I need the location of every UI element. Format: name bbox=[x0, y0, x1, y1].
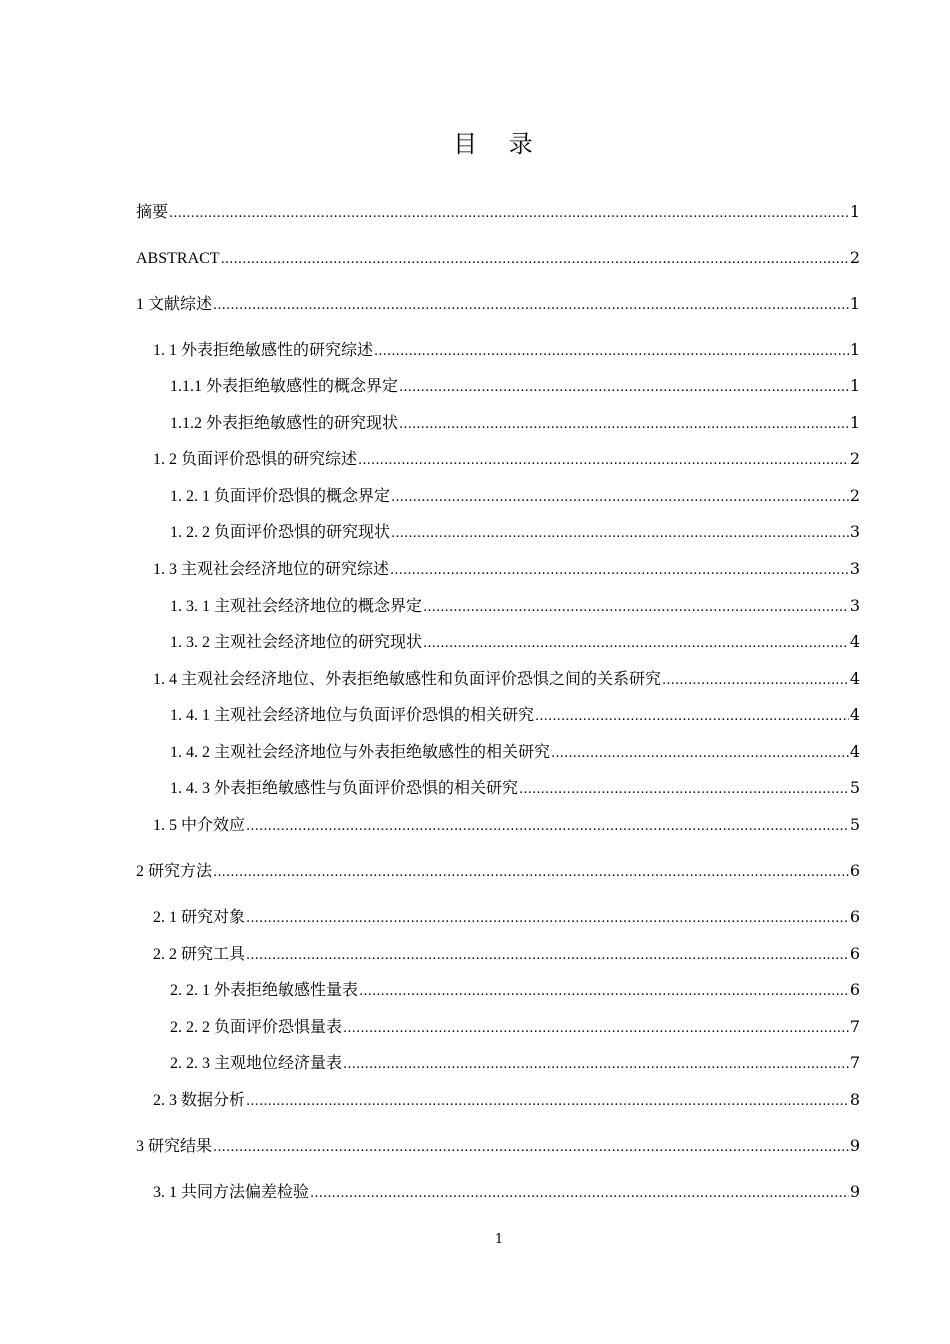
toc-entry[interactable] bbox=[153, 448, 860, 470]
toc-entry-page: 6 bbox=[849, 980, 860, 999]
toc-entry-page: 1 bbox=[849, 294, 860, 313]
dot-leader bbox=[551, 741, 849, 765]
dot-leader bbox=[423, 595, 849, 619]
toc-entry-label: 1. 5 中介效应 bbox=[153, 817, 246, 834]
toc-entry[interactable] bbox=[170, 412, 860, 434]
toc-entry-page: 9 bbox=[849, 1182, 860, 1201]
toc-entry-label: 摘要 bbox=[136, 204, 169, 221]
toc-entry[interactable] bbox=[170, 595, 860, 617]
dot-leader bbox=[343, 1016, 849, 1040]
toc-entry-label: 3 研究结果 bbox=[136, 1138, 213, 1155]
toc-entry[interactable] bbox=[153, 339, 860, 361]
dot-leader bbox=[246, 906, 849, 930]
dot-leader bbox=[246, 943, 849, 967]
toc-entry-page: 2 bbox=[849, 248, 860, 267]
dot-leader bbox=[391, 485, 849, 509]
toc-entry-page: 1 bbox=[849, 340, 860, 359]
toc-entry-page: 4 bbox=[849, 742, 860, 761]
toc-entry-label: 2 研究方法 bbox=[136, 863, 213, 880]
dot-leader bbox=[391, 521, 849, 545]
toc-entry-page: 1 bbox=[849, 202, 860, 221]
toc-entry[interactable] bbox=[153, 814, 860, 836]
toc-entry-page: 4 bbox=[849, 705, 860, 724]
toc-entry-label: 1. 4. 3 外表拒绝敏感性与负面评价恐惧的相关研究 bbox=[170, 780, 519, 797]
toc-entry[interactable] bbox=[170, 1052, 860, 1074]
toc-entry-label: 1. 3 主观社会经济地位的研究综述 bbox=[153, 561, 390, 578]
toc-entry[interactable] bbox=[136, 201, 860, 223]
toc-entry-label: 1 文献综述 bbox=[136, 296, 213, 313]
toc-entry-label: 2. 2. 2 负面评价恐惧量表 bbox=[170, 1019, 343, 1036]
toc-entry-page: 3 bbox=[849, 559, 860, 578]
toc-entry[interactable] bbox=[170, 1016, 860, 1038]
dot-leader bbox=[390, 558, 849, 582]
dot-leader bbox=[343, 1052, 849, 1076]
toc-title: 目 录 bbox=[453, 130, 545, 158]
toc-entry-label: 1. 1 外表拒绝敏感性的研究综述 bbox=[153, 342, 374, 359]
toc-entry-page: 6 bbox=[849, 861, 860, 880]
toc-entry-label: 2. 3 数据分析 bbox=[153, 1092, 246, 1109]
toc-entry-label: 1. 4 主观社会经济地位、外表拒绝敏感性和负面评价恐惧之间的关系研究 bbox=[153, 671, 662, 688]
toc-entry-page: 7 bbox=[849, 1017, 860, 1036]
toc-entry-label: 2. 2. 1 外表拒绝敏感性量表 bbox=[170, 982, 359, 999]
toc-entry-label: 3. 1 共同方法偏差检验 bbox=[153, 1184, 310, 1201]
dot-leader bbox=[399, 375, 849, 399]
toc-entry[interactable] bbox=[153, 558, 860, 580]
dot-leader bbox=[359, 979, 849, 1003]
toc-entry-page: 4 bbox=[849, 632, 860, 651]
toc-entry-label: 1. 2. 2 负面评价恐惧的研究现状 bbox=[170, 524, 391, 541]
dot-leader bbox=[246, 1089, 849, 1113]
toc-entry-label: 1. 3. 2 主观社会经济地位的研究现状 bbox=[170, 634, 423, 651]
dot-leader bbox=[662, 668, 849, 692]
toc-entry-page: 3 bbox=[849, 522, 860, 541]
toc-entry[interactable] bbox=[136, 293, 860, 315]
toc-entry[interactable] bbox=[136, 247, 860, 269]
toc-entry[interactable] bbox=[136, 1135, 860, 1157]
toc-entry-label: 2. 2. 3 主观地位经济量表 bbox=[170, 1055, 343, 1072]
toc-entry[interactable] bbox=[153, 943, 860, 965]
toc-entry-page: 1 bbox=[849, 376, 860, 395]
toc-entry[interactable] bbox=[170, 741, 860, 763]
toc-entry[interactable] bbox=[170, 375, 860, 397]
dot-leader bbox=[374, 339, 849, 363]
toc-entry-page: 1 bbox=[849, 413, 860, 432]
toc-entry-label: 1. 4. 1 主观社会经济地位与负面评价恐惧的相关研究 bbox=[170, 707, 535, 724]
toc-entry-label: 1.1.2 外表拒绝敏感性的研究现状 bbox=[170, 415, 399, 432]
toc-entry-label: ABSTRACT bbox=[136, 250, 220, 267]
toc-entry-page: 6 bbox=[849, 907, 860, 926]
toc-entry-page: 2 bbox=[849, 449, 860, 468]
toc-entry-page: 3 bbox=[849, 596, 860, 615]
dot-leader bbox=[169, 201, 849, 225]
toc-entry-label: 1. 2. 1 负面评价恐惧的概念界定 bbox=[170, 488, 391, 505]
dot-leader bbox=[213, 860, 849, 884]
toc-entry-label: 2. 2 研究工具 bbox=[153, 946, 246, 963]
toc-entry[interactable] bbox=[170, 521, 860, 543]
toc-entry[interactable] bbox=[153, 668, 860, 690]
toc-entry-page: 5 bbox=[849, 778, 860, 797]
toc-entry-page: 4 bbox=[849, 669, 860, 688]
toc-entry-label: 1. 4. 2 主观社会经济地位与外表拒绝敏感性的相关研究 bbox=[170, 744, 551, 761]
toc-entry-page: 6 bbox=[849, 944, 860, 963]
dot-leader bbox=[535, 704, 849, 728]
toc-entry[interactable] bbox=[136, 860, 860, 882]
dot-leader bbox=[213, 1135, 849, 1159]
toc-entry[interactable] bbox=[153, 1089, 860, 1111]
toc-entry[interactable] bbox=[170, 777, 860, 799]
dot-leader bbox=[213, 293, 849, 317]
toc-entry[interactable] bbox=[153, 1181, 860, 1203]
toc-entry-label: 1. 3. 1 主观社会经济地位的概念界定 bbox=[170, 598, 423, 615]
toc-entry-page: 7 bbox=[849, 1053, 860, 1072]
dot-leader bbox=[310, 1181, 849, 1205]
toc-entry-page: 2 bbox=[849, 486, 860, 505]
toc-entry-page: 5 bbox=[849, 815, 860, 834]
dot-leader bbox=[221, 247, 849, 271]
toc-entry[interactable] bbox=[170, 631, 860, 653]
toc-entry-label: 1.1.1 外表拒绝敏感性的概念界定 bbox=[170, 378, 399, 395]
toc-entry-page: 9 bbox=[849, 1136, 860, 1155]
dot-leader bbox=[423, 631, 849, 655]
dot-leader bbox=[519, 777, 849, 801]
toc-entry-label: 1. 2 负面评价恐惧的研究综述 bbox=[153, 451, 358, 468]
toc-entry[interactable] bbox=[170, 979, 860, 1001]
page-number: 1 bbox=[494, 1232, 504, 1247]
toc-entry[interactable] bbox=[170, 704, 860, 726]
dot-leader bbox=[399, 412, 849, 436]
toc-entry-label: 2. 1 研究对象 bbox=[153, 909, 246, 926]
toc-entry-page: 8 bbox=[849, 1090, 860, 1109]
toc-entry[interactable] bbox=[170, 485, 860, 507]
dot-leader bbox=[358, 448, 849, 472]
dot-leader bbox=[246, 814, 849, 838]
toc-entry[interactable] bbox=[153, 906, 860, 928]
